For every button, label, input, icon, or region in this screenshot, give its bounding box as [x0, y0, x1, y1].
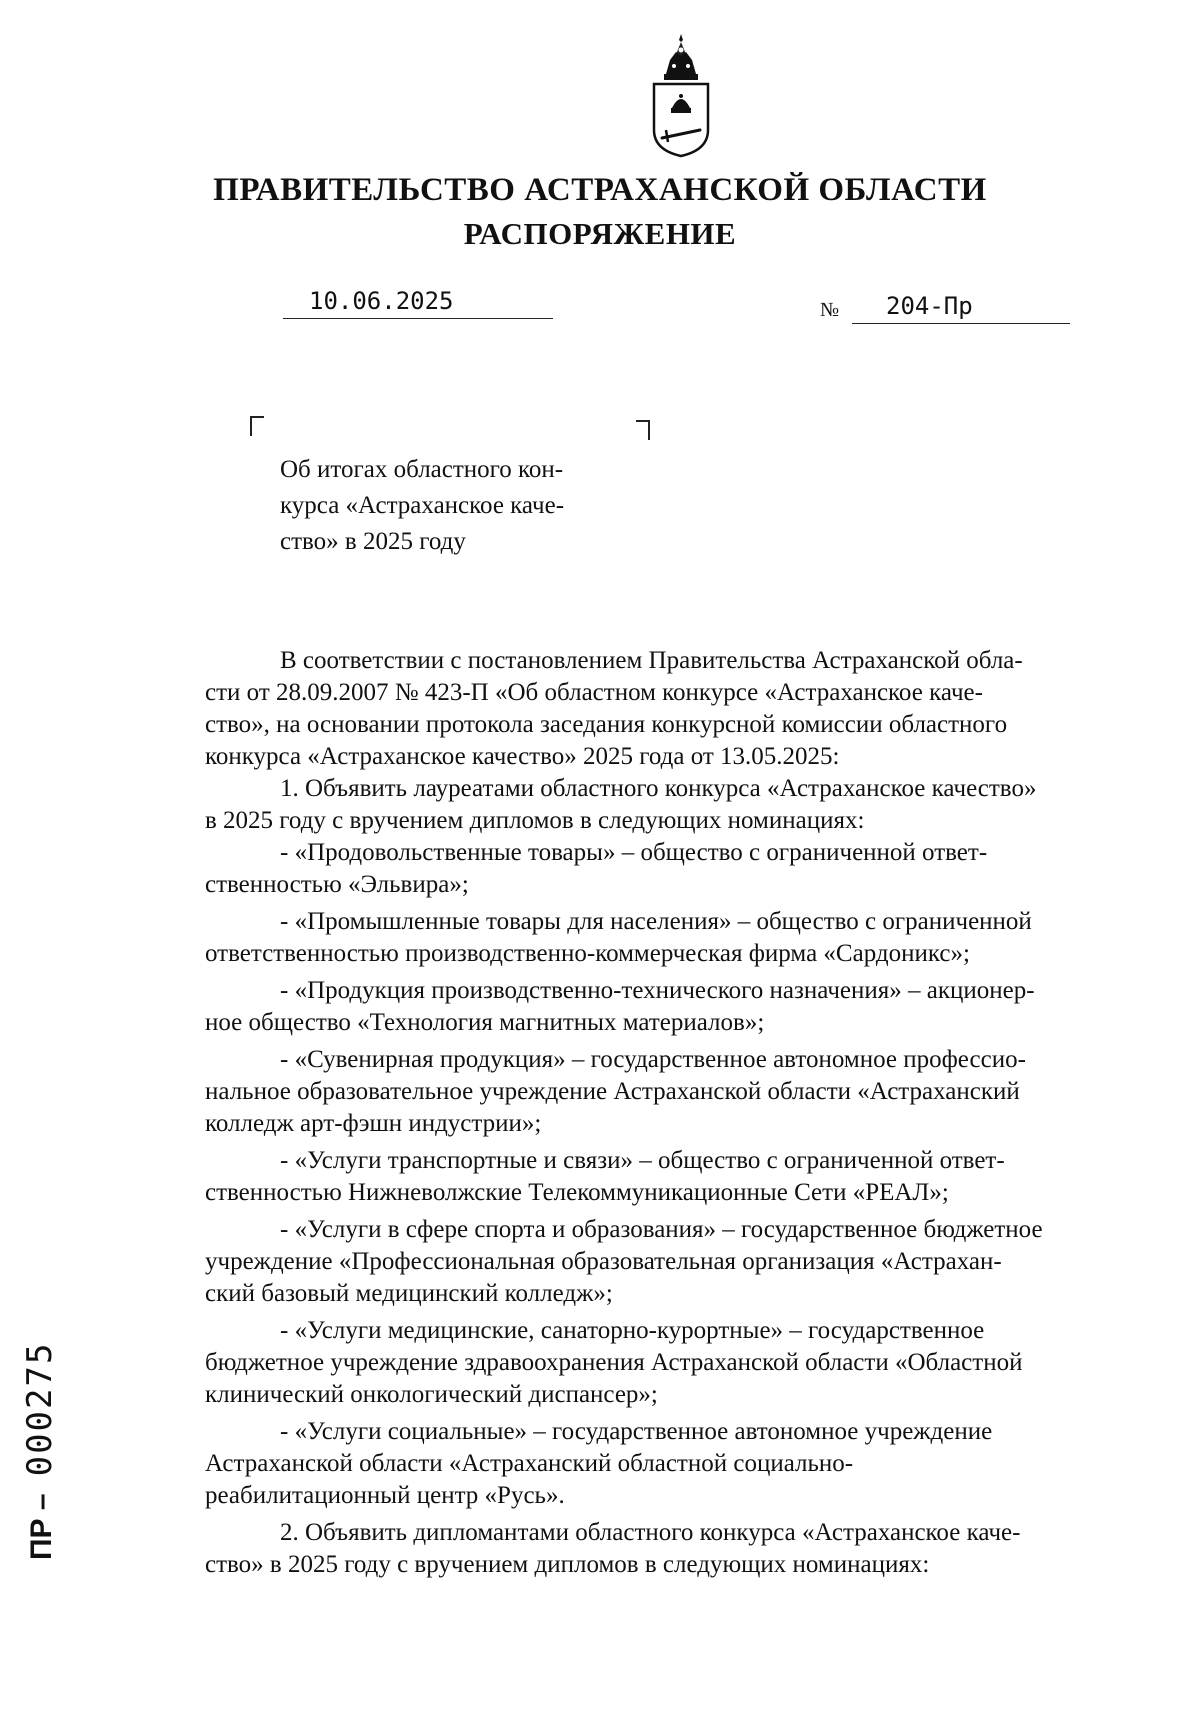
stamp-prefix: ПР – — [25, 1493, 58, 1560]
coat-of-arms-icon — [636, 30, 726, 160]
document-date: 10.06.2025 — [283, 285, 553, 319]
body-line: учреждение «Профессиональная образовательная организация «Астрахан- — [205, 1248, 1002, 1275]
body-line: Астраханской области «Астраханский областной социально- — [205, 1450, 854, 1477]
body-line: - «Услуги в сфере спорта и образования» – государственное бюджетное — [280, 1216, 1043, 1243]
body-line: - «Продовольственные товары» – общество с ограниченной ответ- — [280, 839, 988, 866]
nomination-item — [205, 1145, 1150, 1209]
body-line: - «Услуги транспортные и связи» – общество с ограниченной ответ- — [280, 1147, 1005, 1174]
body-line: - «Услуги медицинские, санаторно-курортные» – государственное — [280, 1317, 985, 1344]
document-body — [205, 645, 1150, 1581]
body-line: В соответствии с постановлением Правительства Астраханской обла- — [280, 647, 1023, 674]
subject-line: ство» в 2025 году — [280, 528, 466, 555]
body-line: сти от 28.09.2007 № 423-П «Об областном конкурсе «Астраханское каче- — [205, 679, 983, 706]
body-line: ное общество «Технология магнитных материалов»; — [205, 1009, 765, 1036]
stamp-number: 000275 — [20, 1341, 60, 1477]
organization-title: ПРАВИТЕЛЬСТВО АСТРАХАНСКОЙ ОБЛАСТИ — [213, 172, 987, 208]
body-line: ответственностью производственно-коммерческая фирма «Сардоникс»; — [205, 940, 970, 967]
subject-bracket-left — [250, 416, 264, 436]
body-line: бюджетное учреждение здравоохранения Астраханской области «Областной — [205, 1349, 1023, 1376]
body-line: - «Продукция производственно-технического назначения» – акционер- — [280, 977, 1035, 1004]
nomination-item — [205, 906, 1150, 970]
nomination-item — [205, 1315, 1150, 1411]
body-line: ство», на основании протокола заседания конкурсной комиссии областного — [205, 711, 1008, 738]
subject-bracket-right — [636, 420, 650, 440]
body-line: клинический онкологический диспансер»; — [205, 1381, 658, 1408]
body-line: реабилитационный центр «Русь». — [205, 1482, 565, 1509]
body-line: ственностью Нижневолжские Телекоммуникационные Сети «РЕАЛ»; — [205, 1179, 949, 1206]
nomination-item — [205, 837, 1150, 901]
document-number: 204-Пр — [852, 290, 1070, 324]
body-line: - «Услуги социальные» – государственное автономное учреждение — [280, 1418, 993, 1445]
nomination-item — [205, 1416, 1150, 1512]
nomination-item — [205, 975, 1150, 1039]
subject-line: Об итогах областного кон- — [280, 456, 564, 483]
body-line: колледж арт-фэшн индустрии»; — [205, 1110, 542, 1137]
body-line: 2. Объявить дипломантами областного конкурса «Астраханское каче- — [280, 1519, 1021, 1546]
body-line: нальное образовательное учреждение Астраханской области «Астраханский — [205, 1078, 1020, 1105]
nomination-item — [205, 1044, 1150, 1140]
body-line: в 2025 году с вручением дипломов в следующих номинациях: — [205, 807, 865, 834]
body-line: ственностью «Эльвира»; — [205, 871, 469, 898]
body-line: - «Промышленные товары для населения» – общество с ограниченной — [280, 908, 1032, 935]
body-line: конкурса «Астраханское качество» 2025 года от 13.05.2025: — [205, 743, 840, 770]
number-sign: № — [820, 299, 840, 321]
body-line: ский базовый медицинский колледж»; — [205, 1280, 613, 1307]
body-line: - «Сувенирная продукция» – государственное автономное профессио- — [280, 1046, 1026, 1073]
document-subject — [280, 452, 630, 560]
body-line: ство» в 2025 году с вручением дипломов в следующих номинациях: — [205, 1551, 930, 1578]
subject-line: курса «Астраханское каче- — [280, 492, 565, 519]
body-line: 1. Объявить лауреатами областного конкурса «Астраханское качество» — [280, 775, 1037, 802]
nomination-item — [205, 1214, 1150, 1310]
document-type: РАСПОРЯЖЕНИЕ — [463, 216, 737, 251]
